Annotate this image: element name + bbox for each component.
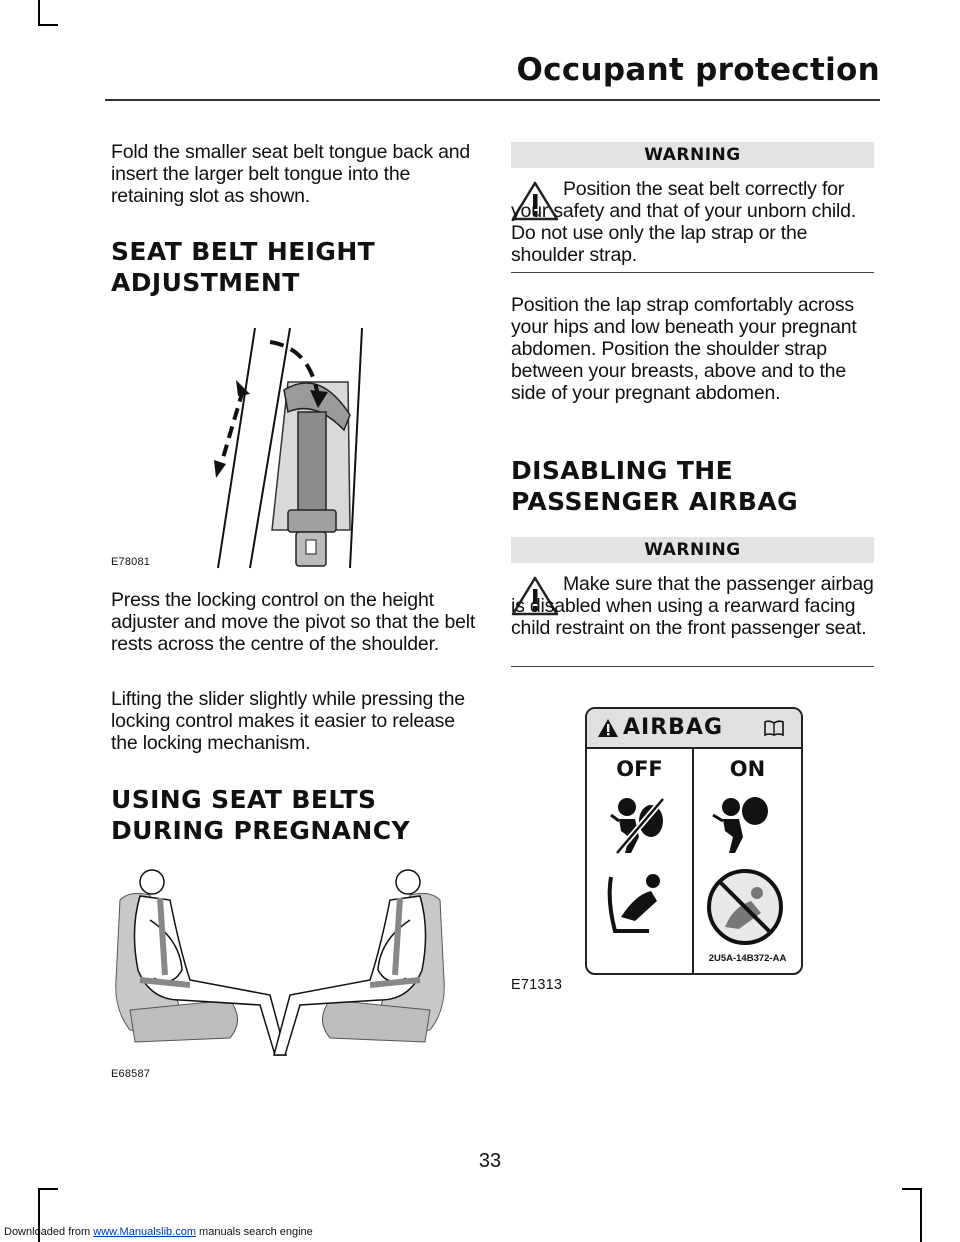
book-icon xyxy=(763,719,785,737)
section-heading-seat-belt-height xyxy=(111,236,471,298)
heading-line: ADJUSTMENT xyxy=(111,268,300,297)
warning-divider xyxy=(511,666,874,667)
airbag-off-icon xyxy=(605,795,675,857)
child-seat-icon xyxy=(605,871,675,939)
heading-line: USING SEAT BELTS xyxy=(111,785,377,814)
airbag-label-figure xyxy=(585,707,803,975)
warning-triangle-icon xyxy=(597,718,619,738)
warning-text-content: Position the seat belt correctly for your safety and that of your unborn child. Do not use only the lap strap or the shoulder strap. xyxy=(511,178,856,266)
prohibited-child-seat-icon xyxy=(703,867,787,947)
crop-mark xyxy=(920,1188,922,1242)
crop-mark xyxy=(38,0,40,26)
footer-prefix: Downloaded from xyxy=(4,1226,91,1238)
airbag-on-icon xyxy=(709,795,779,857)
figure-label: E78081 xyxy=(111,556,151,568)
crop-mark xyxy=(38,1188,58,1190)
section-heading-disabling-airbag xyxy=(511,455,871,517)
download-footer xyxy=(4,1226,313,1238)
warning-text xyxy=(511,178,875,266)
page-title: Occupant protection xyxy=(516,52,880,88)
warning-divider xyxy=(511,272,874,273)
footer-link[interactable]: www.Manualslib.com xyxy=(93,1226,196,1238)
warning-heading: WARNING xyxy=(511,537,874,563)
paragraph-slider: Lifting the slider slightly while pressing the locking control makes it easier to release the locking mechanism. xyxy=(111,688,465,754)
warning-text-content: Make sure that the passenger airbag is disabled when using a rearward facing child restraint on the front passenger seat. xyxy=(511,573,874,639)
crop-mark xyxy=(902,1188,922,1190)
airbag-off-label: OFF xyxy=(616,757,663,781)
airbag-on-label: ON xyxy=(729,757,766,781)
heading-line: DURING PREGNANCY xyxy=(111,816,410,845)
pregnancy-seat-belt-illustration xyxy=(110,860,450,1060)
page-number: 33 xyxy=(478,1150,502,1172)
crop-mark xyxy=(38,24,58,26)
section-heading-pregnancy xyxy=(111,784,471,846)
airbag-title: AIRBAG xyxy=(623,715,724,740)
warning-text xyxy=(511,573,877,639)
footer-suffix: manuals search engine xyxy=(199,1226,313,1238)
intro-paragraph: Fold the smaller seat belt tongue back and insert the larger belt tongue into the retaining slot as shown. xyxy=(111,141,471,207)
seat-belt-height-illustration xyxy=(200,320,380,570)
airbag-part-number: 2U5A-14B372-AA xyxy=(708,953,787,964)
title-rule xyxy=(105,99,880,101)
heading-line: PASSENGER AIRBAG xyxy=(511,487,799,516)
heading-line: DISABLING THE xyxy=(511,456,734,485)
warning-heading: WARNING xyxy=(511,142,874,168)
paragraph-locking-control: Press the locking control on the height adjuster and move the pivot so that the belt rests across the centre of the shoulder. xyxy=(111,589,476,655)
paragraph-lap-strap: Position the lap strap comfortably across your hips and low beneath your pregnant abdomen. Position the shoulder strap between your breasts, above and to the side of your pregnant abdomen. xyxy=(511,294,857,404)
figure-label: E71313 xyxy=(511,977,563,993)
heading-line: SEAT BELT HEIGHT xyxy=(111,237,376,266)
figure-label: E68587 xyxy=(111,1068,151,1080)
